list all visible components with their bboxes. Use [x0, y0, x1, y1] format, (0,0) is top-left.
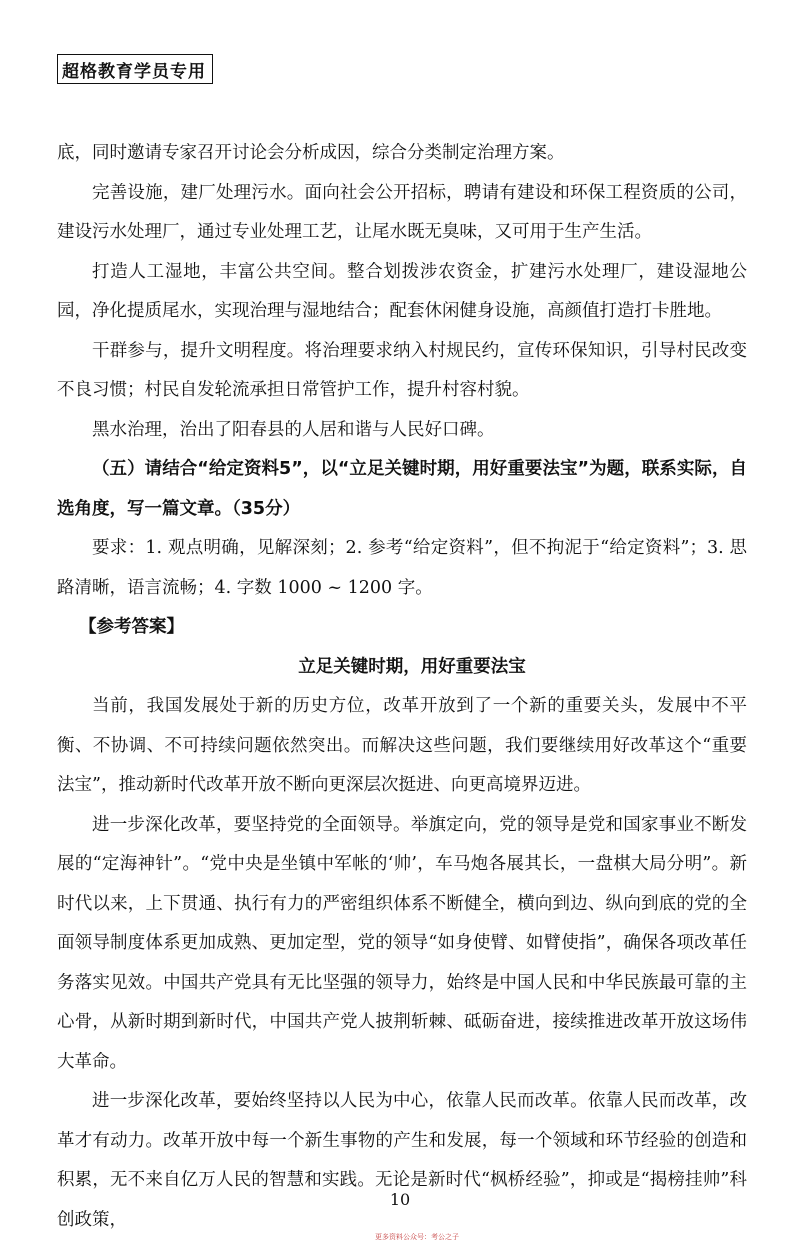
paragraph: 黑水治理，治出了阳春县的人居和谐与人民好口碑。: [92, 419, 495, 440]
requirements-paragraph: 要求：1. 观点明确，见解深刻；2. 参考“给定资料”，但不拘泥于“给定资料”；3. 思路清晰，语言流畅；4. 字数 1000 ~ 1200 字。: [57, 538, 747, 598]
essay-title: 立足关键时期，用好重要法宝: [298, 656, 526, 677]
paragraph: 完善设施，建厂处理污水。面向社会公开招标，聘请有建设和环保工程资质的公司，建设污水处理厂，通过专业处理工艺，让尾水既无臭味，又可用于生产生活。: [57, 182, 747, 242]
page-number: 10: [389, 1190, 411, 1209]
paragraph: 干群参与，提升文明程度。将治理要求纳入村规民约，宣传环保知识，引导村民改变不良习惯；村民自发轮流承担日常管护工作，提升村容村貌。: [57, 340, 747, 400]
paragraph: 底，同时邀请专家召开讨论会分析成因，综合分类制定治理方案。: [57, 143, 565, 163]
document-body: [57, 134, 747, 1240]
header-label: 超格教育学员专用: [57, 54, 213, 84]
paragraph: 打造人工湿地，丰富公共空间。整合划拨涉农资金，扩建污水处理厂，建设湿地公园，净化提质尾水，实现治理与湿地结合；配套休闲健身设施，高颜值打造打卡胜地。: [57, 261, 747, 321]
paragraph: 当前，我国发展处于新的历史方位，改革开放到了一个新的重要关头，发展中不平衡、不协调、不可持续问题依然突出。而解决这些问题，我们要继续用好改革这个“重要法宝”，推动新时代改革开放不断向更深层次挺进、向更高境界迈进。: [57, 696, 747, 795]
paragraph: 进一步深化改革，要坚持党的全面领导。举旗定向，党的领导是党和国家事业不断发展的“定海神针”。“党中央是坐镇中军帐的‘帅’，车马炮各展其长，一盘棋大局分明”。新时代以来，上下贯通、执行有力的严密组织体系不断健全，横向到边、纵向到底的党的全面领导制度体系更加成熟、更加定型，党的领导“如身使臂、如臂使指”，确保各项改革任务落实见效。中国共产党具有无比坚强的领导力，始终是中国人民和中华民族最可靠的主心骨，从新时期到新时代，中国共产党人披荆斩棘、砥砺奋进，接续推进改革开放这场伟大革命。: [57, 814, 747, 1072]
question-paragraph: （五）请结合“给定资料5”，以“立足关键时期，用好重要法宝”为题，联系实际，自选角度，写一篇文章。（35分）: [57, 459, 747, 519]
answer-label: 【参考答案】: [79, 617, 184, 637]
paragraph: 进一步深化改革，要始终坚持以人民为中心，依靠人民而改革。依靠人民而改革，改革才有动力。改革开放中每一个新生事物的产生和发展，每一个领域和环节经验的创造和积累，无不来自亿万人民的智慧和实践。无论是新时代“枫桥经验”，抑或是“揭榜挂帅”科创政策，: [57, 1091, 747, 1230]
footer-note: 更多资料公众号：考公之子: [375, 1233, 459, 1241]
